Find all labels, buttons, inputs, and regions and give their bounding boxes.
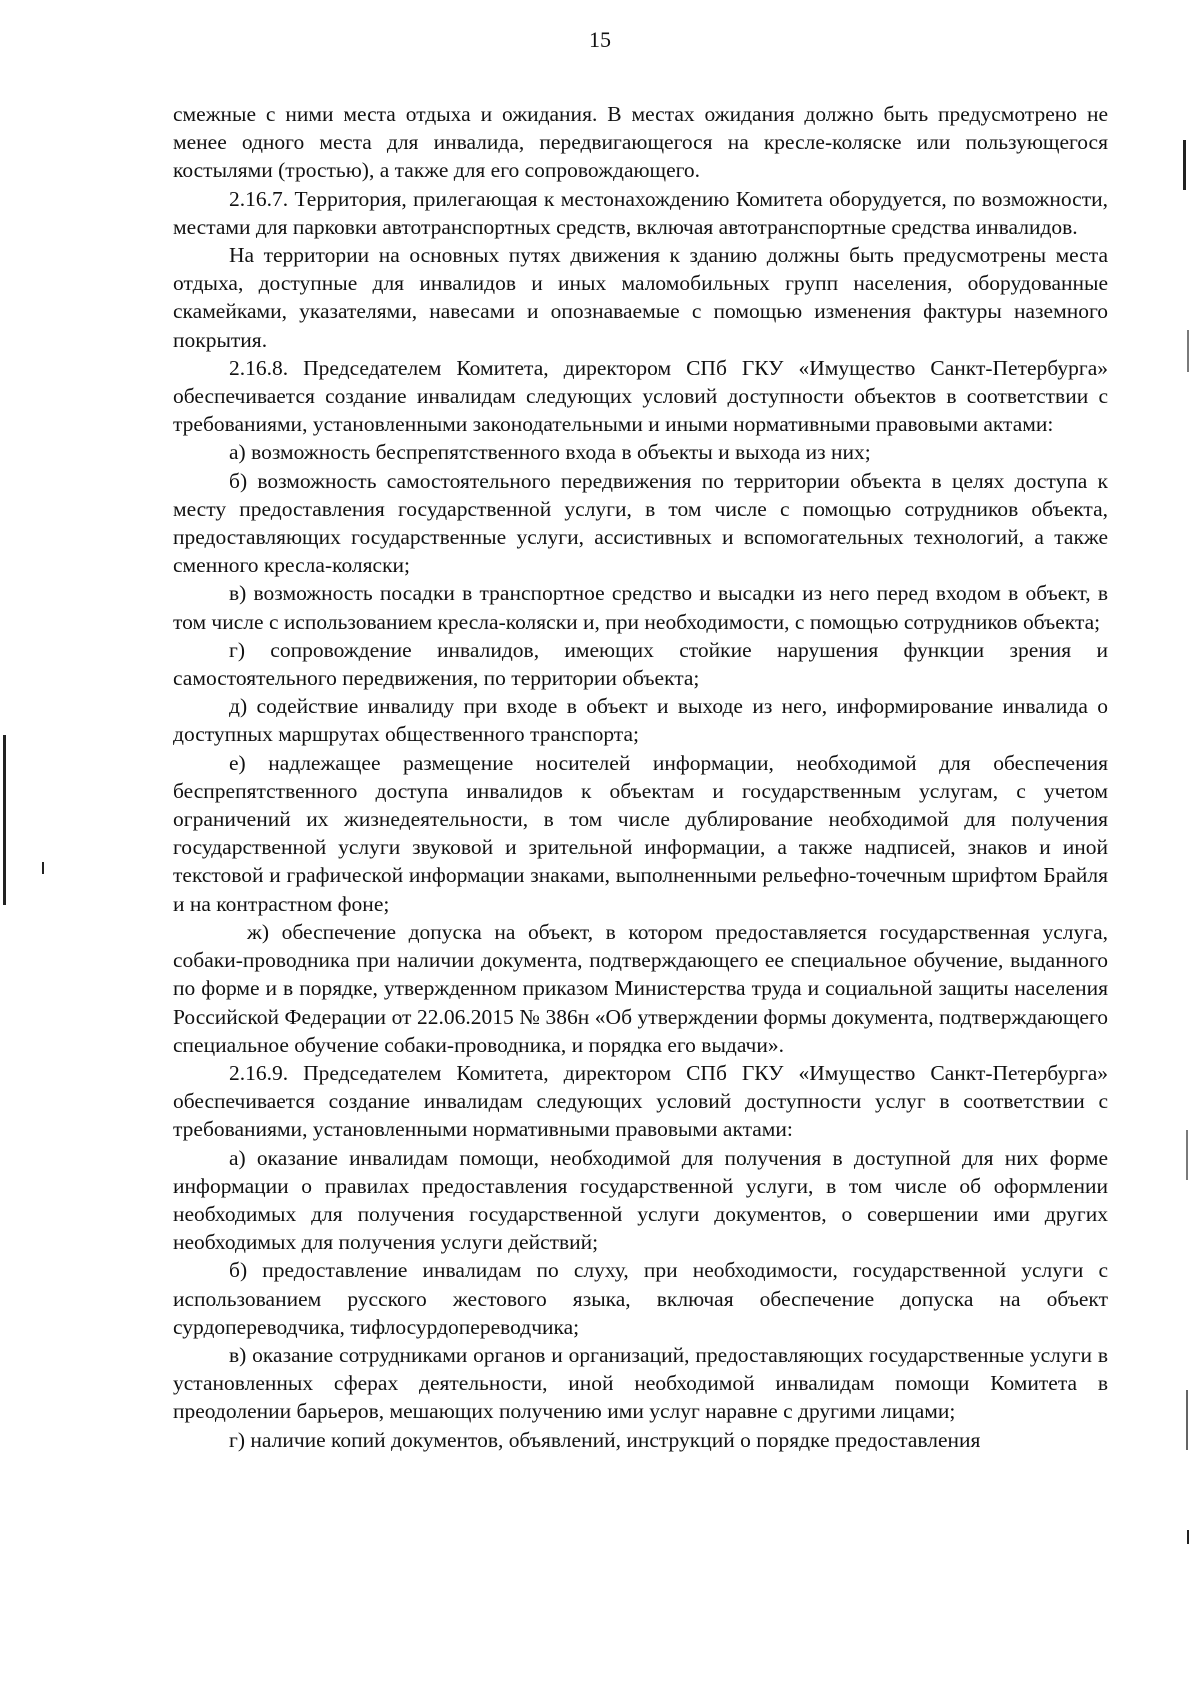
list-item-a-services: а) оказание инвалидам помощи, необходимой для получения в доступной для них форме информации о правилах предоставления государственной услуги, в том числе об оформлении необходимых для получения государственной услуги документов, о совершении ими других необходимых для получения услуги действий;: [173, 1145, 1108, 1255]
list-item-g-services: г) наличие копий документов, объявлений, инструкций о порядке предоставления: [229, 1427, 981, 1452]
list-item-e: е) надлежащее размещение носителей информации, необходимой для обеспечения беспрепятственного доступа инвалидов к объектам и государственным услугам, с учетом ограничений их жизнедеятельности, в том числе дублирование необходимой для получения государственной услуги звуковой и зрительной информации, а также надписей, знаков и иной текстовой и графической информации знаками, выполненными рельефно-точечным шрифтом Брайля и на контрастном фоне;: [173, 750, 1108, 916]
list-item-v: в) возможность посадки в транспортное средство и высадки из него перед входом в объект, в том числе с использованием кресла-коляски и, при необходимости, с помощью сотрудников объекта;: [173, 581, 1108, 634]
scan-artifact-mark: [1186, 1390, 1188, 1450]
list-item-g: г) сопровождение инвалидов, имеющих стойкие нарушения функции зрения и самостоятельного передвижения, по территории объекта;: [173, 637, 1108, 691]
paragraph-clause-2-16-7: 2.16.7. Территория, прилегающая к местонахождению Комитета оборудуется, по возможности, местами для парковки автотранспортных средств, включая автотранспортные средства инвалидов.: [173, 186, 1108, 239]
scan-artifact-mark: [3, 735, 6, 905]
list-item-b: б) возможность самостоятельного передвижения по территории объекта в целях доступа к месту предоставления государственной услуги, в том числе с помощью сотрудников объекта, предоставляющих государственные услуги, ассистивных и вспомогательных технологий, а также сменного кресла-коляски;: [173, 468, 1108, 578]
list-item-zh: ж) обеспечение допуска на объект, в котором предоставляется государственная услуга, собаки-проводника при наличии документа, подтверждающего ее специальное обучение, выданного по форме и в порядке, утвержденном приказом Министерства труда и социальной защиты населения Российской Федерации от 22.06.2015 № 386н «Об утверждении формы документа, подтверждающего специальное обучение собаки-проводника, и порядка его выдачи».: [173, 919, 1108, 1057]
paragraph-continuation: смежные с ними места отдыха и ожидания. В местах ожидания должно быть предусмотрено не менее одного места для инвалида, передвигающегося на кресле-коляске или пользующегося костылями (тростью), а также для его сопровождающего.: [173, 102, 1108, 183]
paragraph-clause-2-16-9: 2.16.9. Председателем Комитета, директором СПб ГКУ «Имущество Санкт-Петербурга» обеспечивается создание инвалидам следующих условий доступности услуг в соответствии с требованиями, установленными нормативными правовыми актами:: [173, 1060, 1108, 1142]
list-item-a: а) возможность беспрепятственного входа в объекты и выхода из них;: [229, 440, 871, 465]
scan-artifact-mark: [1187, 330, 1189, 372]
document-body: [173, 100, 1108, 1454]
paragraph-clause-2-16-8: 2.16.8. Председателем Комитета, директором СПб ГКУ «Имущество Санкт-Петербурга» обеспечивается создание инвалидам следующих условий доступности объектов в соответствии с требованиями, установленными законодательными и иными нормативными правовыми актами:: [173, 355, 1108, 437]
page-number: 15: [589, 27, 611, 52]
scan-artifact-mark: [42, 862, 44, 874]
scan-artifact-mark: [1187, 1530, 1189, 1544]
paragraph-territory-rest-areas: На территории на основных путях движения к зданию должны быть предусмотрены места отдыха, доступные для инвалидов и иных маломобильных групп населения, оборудованные скамейками, указателями, навесами и опознаваемые с помощью изменения фактуры наземного покрытия.: [173, 243, 1108, 352]
list-item-b-services: б) предоставление инвалидам по слуху, при необходимости, государственной услуги с использованием русского жестового языка, включая обеспечение допуска на объект сурдопереводчика, тифлосурдопереводчика;: [173, 1258, 1108, 1339]
scan-artifact-mark: [1186, 1130, 1188, 1180]
list-item-v-services: в) оказание сотрудниками органов и организаций, предоставляющих государственные услуги в установленных сферах деятельности, иной необходимой инвалидам помощи Комитета в преодолении барьеров, мешающих получению ими услуг наравне с другими лицами;: [173, 1342, 1108, 1424]
scan-artifact-mark: [1183, 140, 1186, 190]
list-item-d: д) содействие инвалиду при входе в объект и выходе из него, информирование инвалида о доступных маршрутах общественного транспорта;: [173, 694, 1108, 747]
